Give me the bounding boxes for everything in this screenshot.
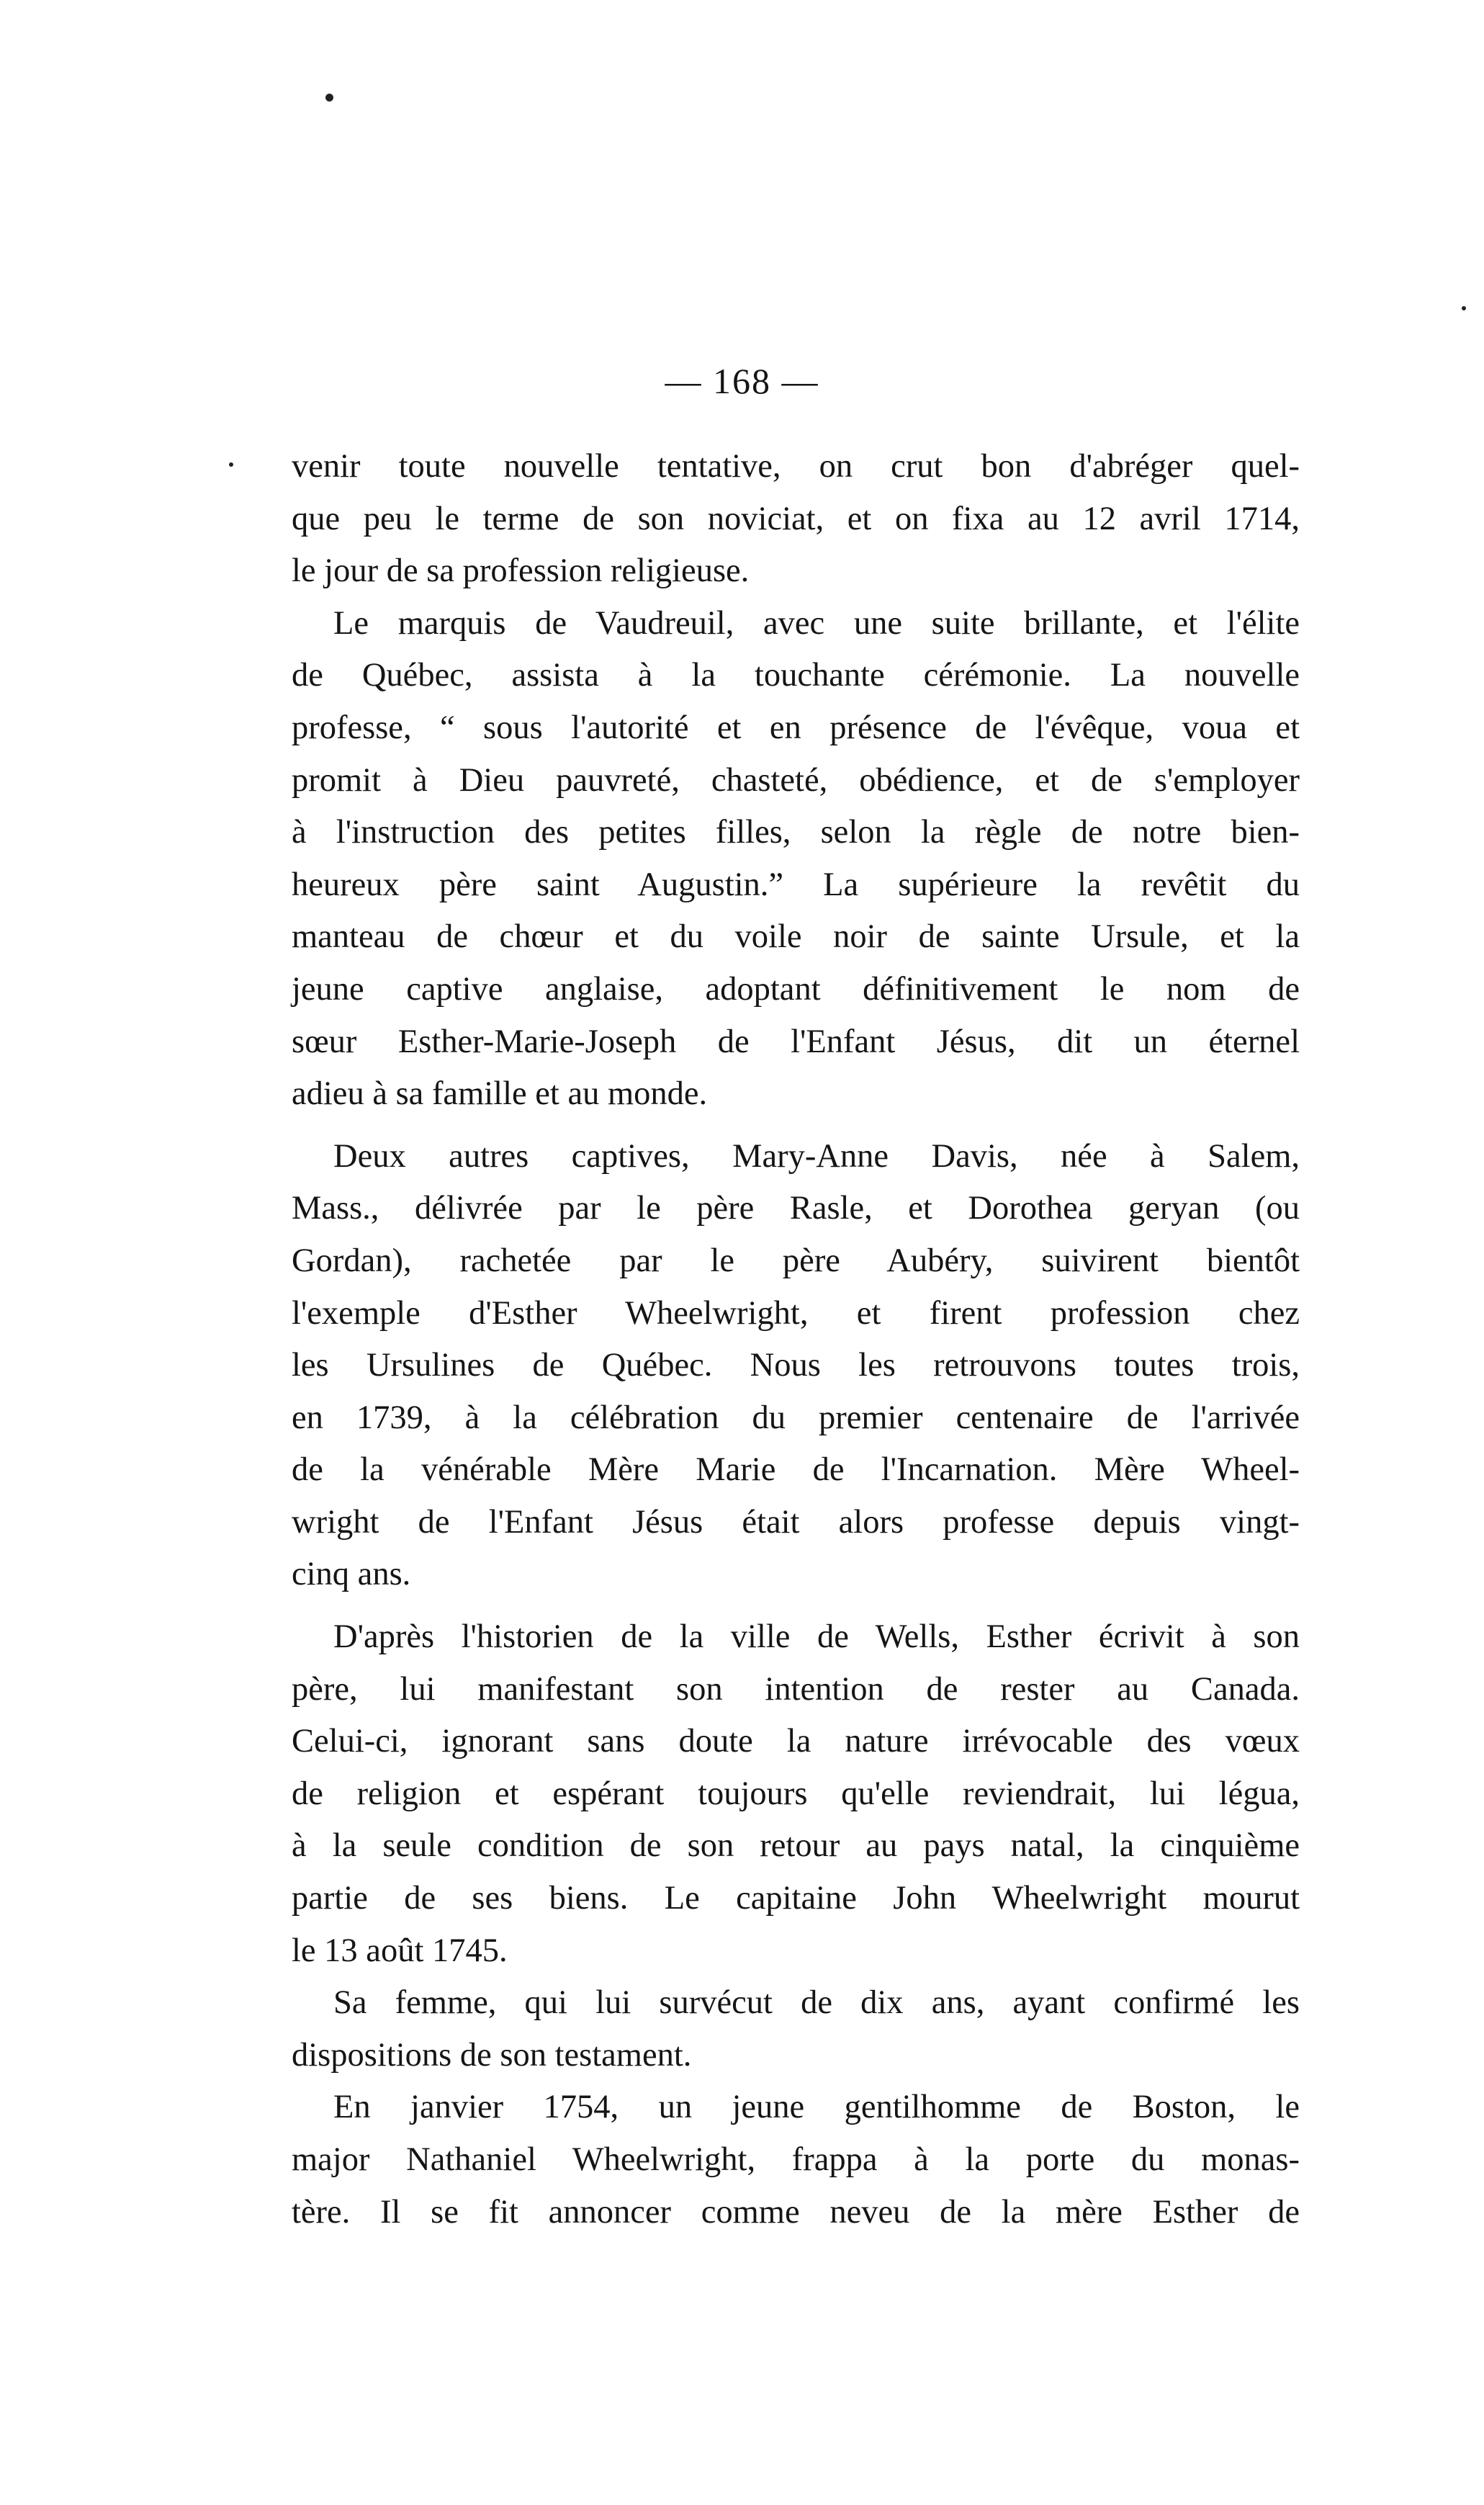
text-line: dispositions de son testament. [292, 2036, 692, 2074]
text-line: major Nathaniel Wheelwright, frappa à la porte du monas- [292, 2141, 1300, 2178]
text-line: Deux autres captives, Mary-Anne Davis, née à Salem, [333, 1137, 1300, 1175]
body-text [292, 441, 1300, 2239]
paragraph [292, 441, 1300, 598]
text-line: D'après l'historien de la ville de Wells, Esther écrivit à son [333, 1618, 1300, 1656]
text-line: Sa femme, qui lui survécut de dix ans, ayant confirmé les [333, 1984, 1300, 2022]
text-line: wright de l'Enfant Jésus était alors professe depuis vingt- [292, 1503, 1300, 1541]
paragraph [292, 1977, 1300, 2081]
text-line: à l'instruction des petites filles, selon la règle de notre bien- [292, 814, 1300, 851]
text-line: jeune captive anglaise, adoptant définitivement le nom de [292, 970, 1300, 1008]
text-line: professe, “ sous l'autorité et en présence de l'évêque, voua et [292, 709, 1300, 746]
text-line: partie de ses biens. Le capitaine John Wheelwright mourut [292, 1880, 1300, 1917]
text-line: le 13 août 1745. [292, 1932, 508, 1969]
paragraph [292, 1131, 1300, 1601]
text-line: tère. Il se fit annoncer comme neveu de la mère Esther de [292, 2193, 1300, 2231]
scan-speck [1462, 306, 1466, 310]
scan-speck [325, 94, 333, 102]
text-line: manteau de chœur et du voile noir de sainte Ursule, et la [292, 918, 1300, 956]
text-line: Celui-ci, ignorant sans doute la nature irrévocable des vœux [292, 1723, 1300, 1760]
text-line: le jour de sa profession religieuse. [292, 552, 750, 590]
text-line: que peu le terme de son noviciat, et on fixa au 12 avril 1714, [292, 500, 1300, 537]
text-line: promit à Dieu pauvreté, chasteté, obédience, et de s'employer [292, 761, 1300, 799]
scan-speck [229, 462, 233, 467]
text-line: En janvier 1754, un jeune gentilhomme de Boston, le [333, 2089, 1300, 2126]
text-line: adieu à sa famille et au monde. [292, 1075, 708, 1113]
text-line: venir toute nouvelle tentative, on crut bon d'abréger quel- [292, 448, 1300, 485]
text-line: en 1739, à la célébration du premier centenaire de l'arrivée [292, 1399, 1300, 1436]
text-line: de la vénérable Mère Marie de l'Incarnation. Mère Wheel- [292, 1451, 1300, 1489]
page-number: — 168 — [665, 361, 819, 401]
text-line: l'exemple d'Esther Wheelwright, et firent profession chez [292, 1294, 1300, 1332]
text-line: sœur Esther-Marie-Joseph de l'Enfant Jésus, dit un éternel [292, 1023, 1300, 1060]
text-line: père, lui manifestant son intention de rester au Canada. [292, 1670, 1300, 1708]
paragraph [292, 1611, 1300, 1977]
text-line: Gordan), rachetée par le père Aubéry, suivirent bientôt [292, 1242, 1300, 1279]
text-line: de Québec, assista à la touchante cérémonie. La nouvelle [292, 657, 1300, 694]
text-line: à la seule condition de son retour au pays natal, la cinquième [292, 1827, 1300, 1865]
text-line: Le marquis de Vaudreuil, avec une suite brillante, et l'élite [333, 604, 1300, 642]
text-line: heureux père saint Augustin.” La supérieure la revêtit du [292, 866, 1300, 903]
text-line: cinq ans. [292, 1556, 411, 1593]
paragraph [292, 2081, 1300, 2239]
text-line: Mass., délivrée par le père Rasle, et Dorothea geryan (ou [292, 1190, 1300, 1227]
paragraph [292, 598, 1300, 1121]
text-line: de religion et espérant toujours qu'elle reviendrait, lui légua, [292, 1775, 1300, 1812]
text-line: les Ursulines de Québec. Nous les retrouvons toutes trois, [292, 1347, 1300, 1384]
